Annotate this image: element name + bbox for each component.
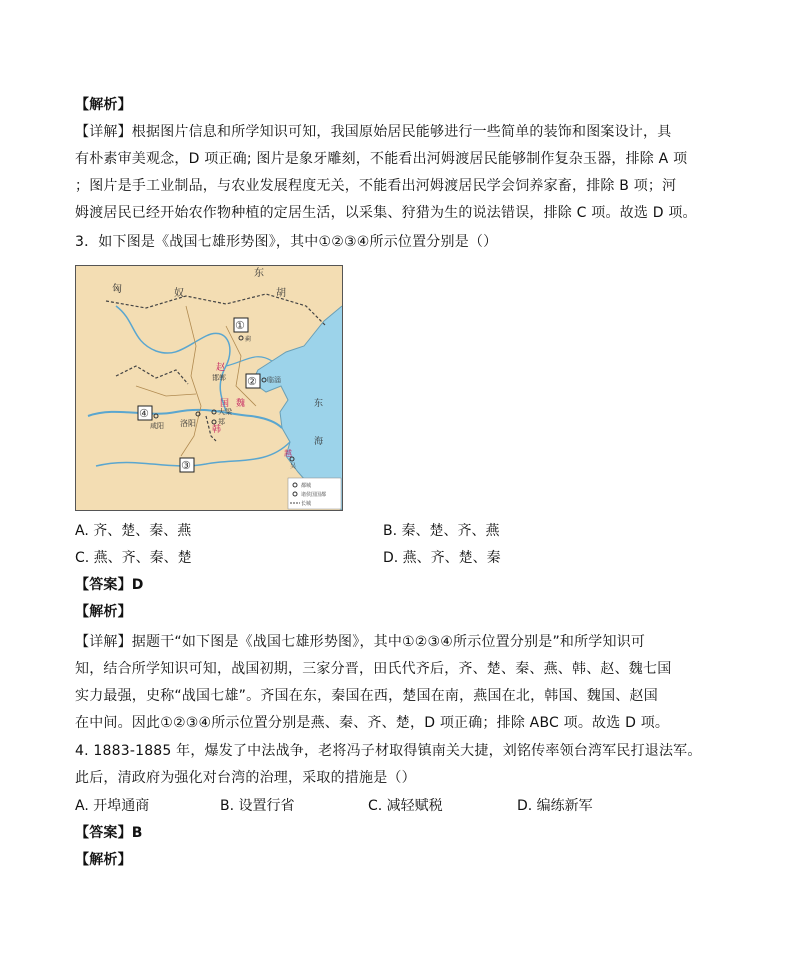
- marker-4: ④: [139, 407, 149, 420]
- analysis-heading: 【解析】: [75, 97, 132, 113]
- map-figure: [76, 266, 342, 510]
- explanation-line: 有朴素审美观念，D 项正确; 图片是象牙雕刻，不能看出河姆渡居民能够制作复杂玉器，排除 A 项: [75, 151, 688, 167]
- warring-states-map: [75, 265, 343, 511]
- q3-explanation-line: 在中间。因此①②③④所示位置分别是燕、秦、齐、楚，D 项正确；排除 ABC 项。故选 D 项。: [75, 715, 670, 731]
- legend-capital: 都城: [301, 483, 312, 489]
- label-han: 韩: [212, 425, 222, 435]
- q3-option-c: C. 燕、齐、秦、楚: [75, 550, 192, 566]
- q3-explanation-line: 【详解】据题干“如下图是《战国七雄形势图》，其中①②③④所示位置分别是”和所学知识可: [75, 634, 646, 650]
- label-zhao: 赵: [216, 363, 226, 373]
- label-xianyang: 咸阳: [150, 422, 164, 430]
- q3-option-b: B. 秦、楚、齐、燕: [383, 523, 500, 539]
- label-donghu-1: 东: [254, 268, 264, 279]
- label-donghu-2: 胡: [276, 288, 286, 299]
- explanation-line: 姆渡居民已经开始农作物种植的定居生活，以采集、狩猎为生的说法错误，排除 C 项。故选 D 项。: [75, 205, 697, 221]
- explanation-line: 【详解】根据图片信息和所学知识可知，我国原始居民能够进行一些简单的装饰和图案设计，具: [75, 124, 672, 140]
- q4-stem-line: 4. 1883-1885 年，爆发了中法战争，老将冯子材取得镇南关大捷，刘铭传率领台湾军民打退法军。: [75, 743, 702, 759]
- q4-option-d: D. 编练新军: [517, 798, 593, 814]
- q4-option-b: B. 设置行省: [220, 798, 295, 814]
- question-3-stem: 3．如下图是《战国七雄形势图》，其中①②③④所示位置分别是（）: [75, 234, 498, 250]
- label-ji: 蓟: [245, 336, 252, 343]
- label-daliang: 大梁: [218, 408, 232, 416]
- q4-option-c: C. 减轻赋税: [368, 798, 443, 814]
- label-wu: 吴: [290, 463, 297, 470]
- q3-answer: 【答案】D: [75, 577, 144, 593]
- label-dong: 东: [314, 399, 324, 409]
- label-yue: 越: [284, 449, 292, 458]
- q3-explanation-line: 知，结合所学知识可知，战国初期，三家分晋，田氏代齐后，齐、楚、秦、燕、韩、赵、魏七国: [75, 661, 672, 677]
- explanation-line: ；图片是手工业制品，与农业发展程度无关，不能看出河姆渡居民学会饲养家畜，排除 B 项；河: [75, 178, 677, 194]
- label-hai: 海: [314, 437, 324, 447]
- marker-3: ③: [181, 459, 191, 472]
- q4-answer: 【答案】B: [75, 825, 143, 841]
- q4-analysis-heading: 【解析】: [75, 852, 132, 868]
- marker-1: ①: [235, 319, 245, 332]
- q3-option-d: D. 燕、齐、楚、秦: [383, 550, 501, 566]
- legend-state-capital: 诸侯国国都: [301, 492, 327, 498]
- label-xiongnu-2: 奴: [174, 288, 184, 299]
- q3-option-a: A. 齐、楚、秦、燕: [75, 523, 192, 539]
- label-wei: 魏: [236, 399, 246, 409]
- label-luoyang: 洛阳: [180, 419, 196, 428]
- q4-option-a: A. 开埠通商: [75, 798, 150, 814]
- label-handan: 邯郸: [212, 374, 226, 382]
- label-xiongnu-1: 匈: [112, 284, 122, 295]
- q4-stem-line: 此后，清政府为强化对台湾的治理，采取的措施是（）: [75, 770, 416, 786]
- label-zheng: 郑: [218, 418, 225, 426]
- marker-2: ②: [247, 375, 257, 388]
- legend-great-wall: 长城: [301, 501, 312, 507]
- q3-explanation-line: 实力最强，史称“战国七雄”。齐国在东，秦国在西，楚国在南，燕国在北，韩国、魏国、赵国: [75, 688, 658, 704]
- label-linzi: 临淄: [267, 376, 281, 384]
- label-guo: 国: [220, 399, 230, 409]
- q3-analysis-heading: 【解析】: [75, 604, 132, 620]
